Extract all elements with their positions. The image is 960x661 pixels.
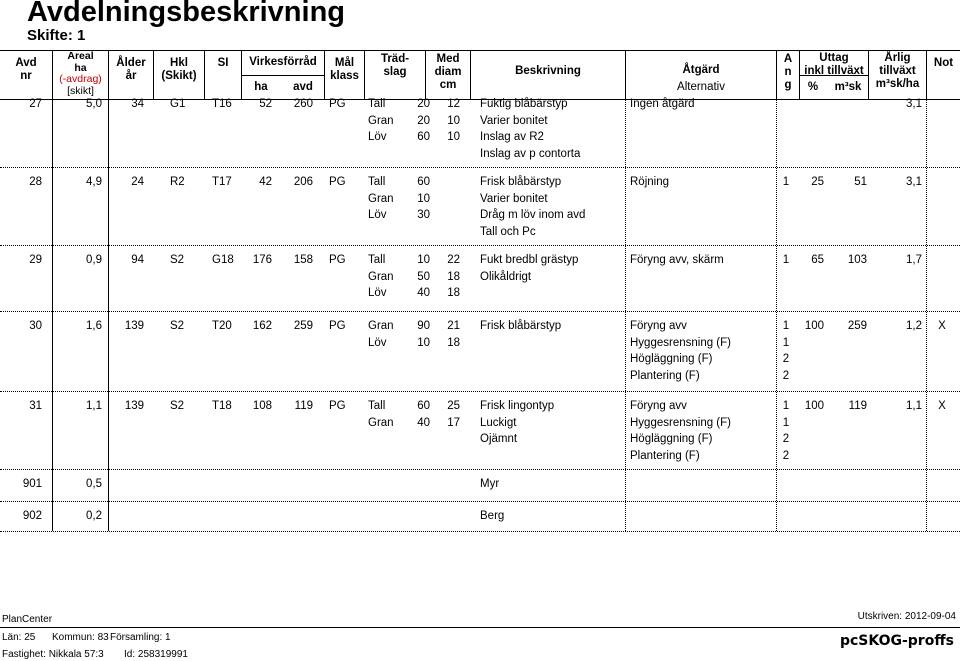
vf-avd: 158	[293, 254, 313, 266]
arlig-tillvaxt: 1,1	[906, 400, 922, 412]
tradslag-andel: 60	[417, 400, 430, 412]
arlig-tillvaxt: 3,1	[906, 176, 922, 188]
page-title: Avdelningsbeskrivning	[27, 0, 345, 28]
atgard: Föryng avv	[630, 320, 687, 332]
areal: 1,1	[86, 400, 102, 412]
alder: 94	[131, 254, 144, 266]
table-header	[0, 50, 960, 100]
atgard: Röjning	[630, 176, 669, 188]
row-separator	[0, 501, 960, 502]
tradslag: Tall	[368, 254, 386, 266]
avd-nr: 28	[29, 176, 42, 188]
medeldiameter: 18	[447, 270, 460, 283]
property-id: Id: 258319991	[124, 649, 188, 660]
arlig-tillvaxt: 1,7	[906, 254, 922, 266]
hdr-alder: Ålder år	[116, 57, 146, 82]
tradslag-andel: 90	[417, 320, 430, 332]
vf-ha: 162	[252, 320, 272, 332]
uttag-m3sk: 119	[848, 400, 867, 412]
hdr-m3sk: m³sk	[834, 81, 862, 93]
alder: 24	[131, 176, 144, 188]
row-separator	[0, 167, 960, 168]
row-separator	[0, 391, 960, 392]
tradslag-andel: 40	[417, 287, 430, 299]
row-separator	[0, 245, 960, 246]
row-separator	[0, 531, 960, 532]
hdr-virkesforrad: Virkesförråd	[249, 56, 317, 68]
forsamling: Församling: 1	[110, 632, 171, 643]
tradslag: Löv	[368, 287, 387, 299]
kommun: Kommun: 83	[52, 632, 109, 643]
tradslag: Löv	[368, 209, 387, 221]
hkl: S2	[170, 254, 185, 266]
beskrivning: Berg	[480, 510, 505, 522]
uttag-procent: 100	[804, 320, 824, 332]
row-separator	[0, 311, 960, 312]
tradslag-andel: 50	[417, 270, 430, 283]
atgard: Ingen åtgärd	[630, 98, 695, 110]
angelagenhet: 2	[782, 353, 790, 365]
atgard: Högläggning (F)	[630, 433, 713, 445]
atgard: Plantering (F)	[630, 449, 700, 462]
medeldiameter: 21	[447, 320, 460, 332]
si: T17	[212, 176, 232, 188]
vf-avd: 206	[293, 176, 313, 188]
uttag-procent: 100	[804, 400, 824, 412]
beskrivning: Dråg m löv inom avd	[480, 209, 586, 221]
hdr-areal: Areal ha (-avdrag) [skikt]	[59, 50, 102, 97]
tradslag-andel: 10	[417, 336, 430, 349]
avd-nr: 29	[29, 254, 42, 266]
program-name: PlanCenter	[2, 614, 53, 625]
page-subtitle: Skifte: 1	[27, 27, 86, 44]
avd-nr: 902	[22, 510, 42, 522]
malklass: PG	[329, 320, 346, 332]
alder: 34	[131, 98, 144, 110]
beskrivning: Varier bonitet	[480, 114, 548, 127]
hdr-arlig: Årlig tillväxt m³sk/ha	[875, 52, 920, 90]
arlig-tillvaxt: 3,1	[906, 98, 922, 110]
beskrivning: Myr	[480, 478, 500, 490]
hdr-beskrivning: Beskrivning	[515, 65, 581, 77]
atgard: Hyggesrensning (F)	[630, 336, 731, 349]
tradslag: Tall	[368, 98, 386, 110]
hdr-not: Not	[933, 57, 954, 69]
avd-nr: 30	[29, 320, 42, 332]
areal: 0,9	[86, 254, 102, 266]
atgard: Föryng avv	[630, 400, 687, 412]
hkl: G1	[170, 98, 186, 110]
medeldiameter: 17	[447, 416, 460, 429]
alder: 139	[124, 400, 144, 412]
avd-nr: 901	[22, 478, 42, 490]
hkl: S2	[170, 400, 185, 412]
malklass: PG	[329, 98, 346, 110]
atgard: Högläggning (F)	[630, 353, 713, 365]
tradslag: Gran	[368, 320, 394, 332]
hdr-si: SI	[217, 57, 229, 69]
areal: 1,6	[86, 320, 102, 332]
lan: Län: 25	[2, 632, 36, 643]
si: G18	[212, 254, 234, 266]
hdr-pct: %	[807, 81, 819, 93]
medeldiameter: 18	[447, 336, 460, 349]
medeldiameter: 22	[447, 254, 460, 266]
areal: 4,9	[86, 176, 102, 188]
hdr-ang: A n g	[783, 53, 793, 91]
tradslag-andel: 10	[417, 192, 430, 205]
tradslag: Tall	[368, 176, 386, 188]
hdr-mal: Mål klass	[330, 57, 359, 82]
vf-ha: 42	[259, 176, 272, 188]
beskrivning: Fukt bredbl grästyp	[480, 254, 579, 266]
hdr-hkl: Hkl (Skikt)	[161, 57, 197, 82]
beskrivning: Frisk blåbärstyp	[480, 176, 562, 188]
uttag-procent: 25	[811, 176, 824, 188]
not: X	[938, 320, 946, 332]
angelagenhet: 2	[782, 449, 790, 462]
beskrivning: Luckigt	[480, 416, 517, 429]
not: X	[938, 400, 946, 412]
areal: 0,5	[86, 478, 102, 490]
vf-ha: 52	[259, 98, 272, 110]
uttag-procent: 65	[811, 254, 824, 266]
medeldiameter: 12	[447, 98, 460, 110]
print-date: Utskriven: 2012-09-04	[857, 611, 956, 622]
tradslag-andel: 10	[417, 254, 430, 266]
hdr-med: Med diam cm	[434, 53, 462, 91]
tradslag-andel: 20	[417, 98, 430, 110]
hdr-vf-avd: avd	[293, 81, 313, 93]
hdr-alternativ: Alternativ	[677, 81, 725, 93]
beskrivning: Ojämnt	[480, 433, 518, 445]
beskrivning: Tall och Pc	[480, 225, 536, 238]
angelagenhet: 1	[782, 320, 790, 332]
uttag-m3sk: 51	[854, 176, 867, 188]
tradslag-andel: 60	[417, 176, 430, 188]
si: T18	[212, 400, 232, 412]
pcskog-logo: pcSKOG-proffs	[839, 633, 954, 649]
medeldiameter: 10	[447, 131, 460, 143]
si: T16	[212, 98, 232, 110]
tradslag-andel: 40	[417, 416, 430, 429]
beskrivning: Inslag av R2	[480, 131, 544, 143]
angelagenhet: 1	[782, 336, 790, 349]
medeldiameter: 10	[447, 114, 460, 127]
angelagenhet: 1	[782, 416, 790, 429]
atgard: Hyggesrensning (F)	[630, 416, 731, 429]
hkl: R2	[170, 176, 185, 188]
medeldiameter: 18	[447, 287, 460, 299]
vf-ha: 108	[252, 400, 272, 412]
beskrivning: Varier bonitet	[480, 192, 548, 205]
tradslag: Gran	[368, 416, 394, 429]
areal: 5,0	[86, 98, 102, 110]
hdr-tradslag: Träd- slag	[380, 53, 410, 78]
angelagenhet: 1	[782, 254, 790, 266]
atgard: Föryng avv, skärm	[630, 254, 724, 266]
vf-avd: 260	[293, 98, 313, 110]
beskrivning: Frisk lingontyp	[480, 400, 555, 412]
row-separator	[0, 469, 960, 470]
atgard: Plantering (F)	[630, 369, 700, 382]
avd-nr: 27	[29, 98, 42, 110]
uttag-m3sk: 103	[847, 254, 867, 266]
avd-nr: 31	[29, 400, 42, 412]
alder: 139	[124, 320, 144, 332]
hdr-atgard: Åtgärd	[682, 64, 720, 76]
hdr-avd: Avd nr	[15, 57, 37, 82]
hdr-vf-ha: ha	[254, 81, 268, 93]
arlig-tillvaxt: 1,2	[906, 320, 922, 332]
beskrivning: Olikåldrigt	[480, 270, 532, 283]
tradslag-andel: 30	[417, 209, 430, 221]
hdr-uttag: Uttag inkl tillväxt	[804, 52, 864, 77]
medeldiameter: 25	[447, 400, 460, 412]
malklass: PG	[329, 254, 346, 266]
tradslag: Löv	[368, 336, 387, 349]
tradslag: Gran	[368, 114, 394, 127]
beskrivning: Frisk blåbärstyp	[480, 320, 562, 332]
vf-avd: 119	[294, 400, 313, 412]
uttag-m3sk: 259	[847, 320, 867, 332]
tradslag: Löv	[368, 131, 387, 143]
angelagenhet: 2	[782, 433, 790, 445]
fastighet: Fastighet: Nikkala 57:3	[2, 649, 104, 660]
angelagenhet: 2	[782, 369, 790, 382]
tradslag: Tall	[368, 400, 386, 412]
hkl: S2	[170, 320, 185, 332]
tradslag-andel: 60	[417, 131, 430, 143]
malklass: PG	[329, 400, 346, 412]
areal: 0,2	[86, 510, 102, 522]
si: T20	[212, 320, 232, 332]
tradslag-andel: 20	[417, 114, 430, 127]
tradslag: Gran	[368, 270, 394, 283]
vf-avd: 259	[293, 320, 313, 332]
malklass: PG	[329, 176, 346, 188]
beskrivning: Fuktig blåbärstyp	[480, 98, 568, 110]
vf-ha: 176	[252, 254, 272, 266]
beskrivning: Inslag av p contorta	[480, 147, 581, 160]
angelagenhet: 1	[782, 176, 790, 188]
angelagenhet: 1	[782, 400, 790, 412]
tradslag: Gran	[368, 192, 394, 205]
